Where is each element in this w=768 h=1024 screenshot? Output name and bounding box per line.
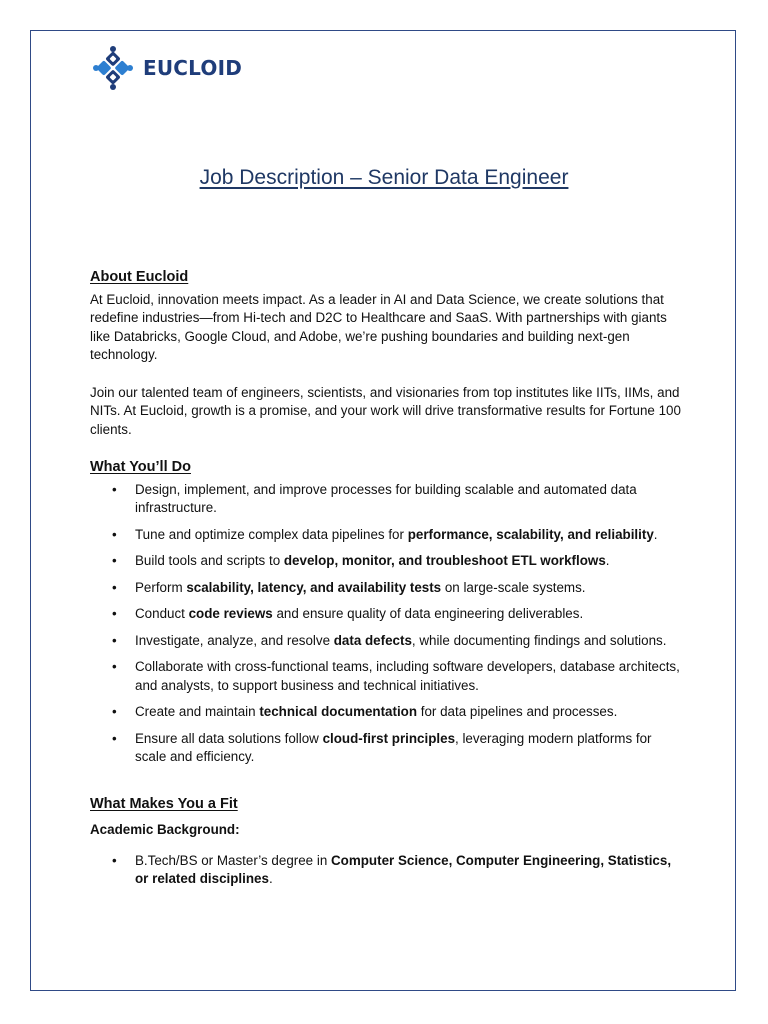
list-item-text: Perform bbox=[135, 579, 187, 595]
about-paragraph-1: At Eucloid, innovation meets impact. As a leader in AI and Data Science, we create solutions that redefine industries—from Hi-tech and D2C to Healthcare and SaaS. With partnerships with giants like Databricks, Google Cloud, and Adobe, we’re pushing boundaries and building next-gen technology. bbox=[90, 291, 667, 362]
list-item-text-end: , leveraging modern platforms for scale and efficiency. bbox=[135, 730, 652, 764]
list-item-text: B.Tech/BS or Master’s degree in bbox=[135, 852, 331, 868]
fit-list bbox=[90, 852, 684, 889]
bullet-icon: • bbox=[112, 553, 117, 568]
list-item-emphasis: cloud-first principles bbox=[322, 730, 456, 746]
list-item-text: Tune and optimize complex data pipelines for bbox=[135, 526, 408, 542]
list-item-text: Conduct bbox=[135, 606, 189, 621]
list-item-text: Investigate, analyze, and resolve bbox=[135, 632, 334, 648]
list-item bbox=[90, 605, 684, 624]
list-item-emphasis: technical documentation bbox=[259, 704, 418, 719]
list-item bbox=[90, 658, 684, 695]
list-item-emphasis: Computer Science, Computer Engineering, Statistics, or related disciplines bbox=[135, 852, 672, 886]
list-item bbox=[90, 579, 684, 598]
list-item-text: Design, implement, and improve processes for building scalable and automated data infrastructure. bbox=[135, 481, 637, 515]
what-youll-do-list bbox=[90, 481, 684, 767]
list-item-emphasis: code reviews bbox=[188, 606, 273, 621]
list-item-emphasis: performance, scalability, and reliability bbox=[407, 526, 654, 542]
logo-text: EUCLOID bbox=[143, 56, 243, 80]
list-item-text-end: . bbox=[268, 871, 273, 886]
bullet-icon: • bbox=[112, 481, 117, 497]
bullet-icon: • bbox=[112, 852, 117, 868]
list-item-text-end: . bbox=[653, 526, 658, 542]
list-item bbox=[90, 852, 684, 889]
list-item bbox=[90, 481, 684, 518]
list-item bbox=[90, 526, 684, 545]
about-paragraph-2: Join our talented team of engineers, scientists, and visionaries from top institutes like IITs, IIMs, and NITs. At Eucloid, growth is a promise, and your work will drive transformative results for Fortune 100 clients. bbox=[90, 384, 681, 437]
bullet-icon: • bbox=[112, 579, 117, 595]
list-item-emphasis: data defects bbox=[333, 632, 412, 648]
eucloid-logo-icon bbox=[91, 45, 135, 91]
list-item-text-end: , while documenting findings and solutions. bbox=[411, 632, 667, 648]
list-item bbox=[90, 730, 684, 767]
list-item-text: Build tools and scripts to bbox=[135, 553, 284, 568]
bullet-icon: • bbox=[112, 606, 117, 621]
what-youll-do-heading: What You’ll Do bbox=[90, 459, 191, 475]
bullet-icon: • bbox=[112, 704, 117, 719]
list-item bbox=[90, 552, 684, 571]
bullet-icon: • bbox=[112, 632, 117, 648]
list-item-text: Create and maintain bbox=[135, 704, 260, 719]
list-item-text-end: for data pipelines and processes. bbox=[417, 704, 618, 719]
page-title: Job Description – Senior Data Engineer bbox=[199, 166, 569, 189]
list-item-text: Collaborate with cross-functional teams, including software developers, database architects, and analysts, to support business and technical initiatives. bbox=[135, 659, 680, 693]
what-makes-you-a-fit-heading: What Makes You a Fit bbox=[90, 795, 238, 812]
list-item-emphasis: scalability, latency, and availability tests bbox=[186, 579, 442, 595]
about-heading: About Eucloid bbox=[90, 269, 189, 285]
bullet-icon: • bbox=[112, 526, 117, 542]
list-item-emphasis: develop, monitor, and troubleshoot ETL workflows bbox=[283, 553, 606, 568]
document-body bbox=[90, 268, 684, 897]
list-item-text-end: and ensure quality of data engineering deliverables. bbox=[272, 606, 584, 621]
list-item bbox=[90, 703, 684, 722]
list-item-text: Ensure all data solutions follow bbox=[135, 730, 323, 746]
eucloid-logo bbox=[91, 45, 242, 91]
list-item-text-end: . bbox=[605, 553, 610, 568]
academic-background-heading: Academic Background: bbox=[90, 822, 240, 837]
list-item-text-end: on large-scale systems. bbox=[441, 579, 586, 595]
bullet-icon: • bbox=[112, 730, 117, 746]
list-item bbox=[90, 632, 684, 651]
bullet-icon: • bbox=[112, 659, 117, 674]
